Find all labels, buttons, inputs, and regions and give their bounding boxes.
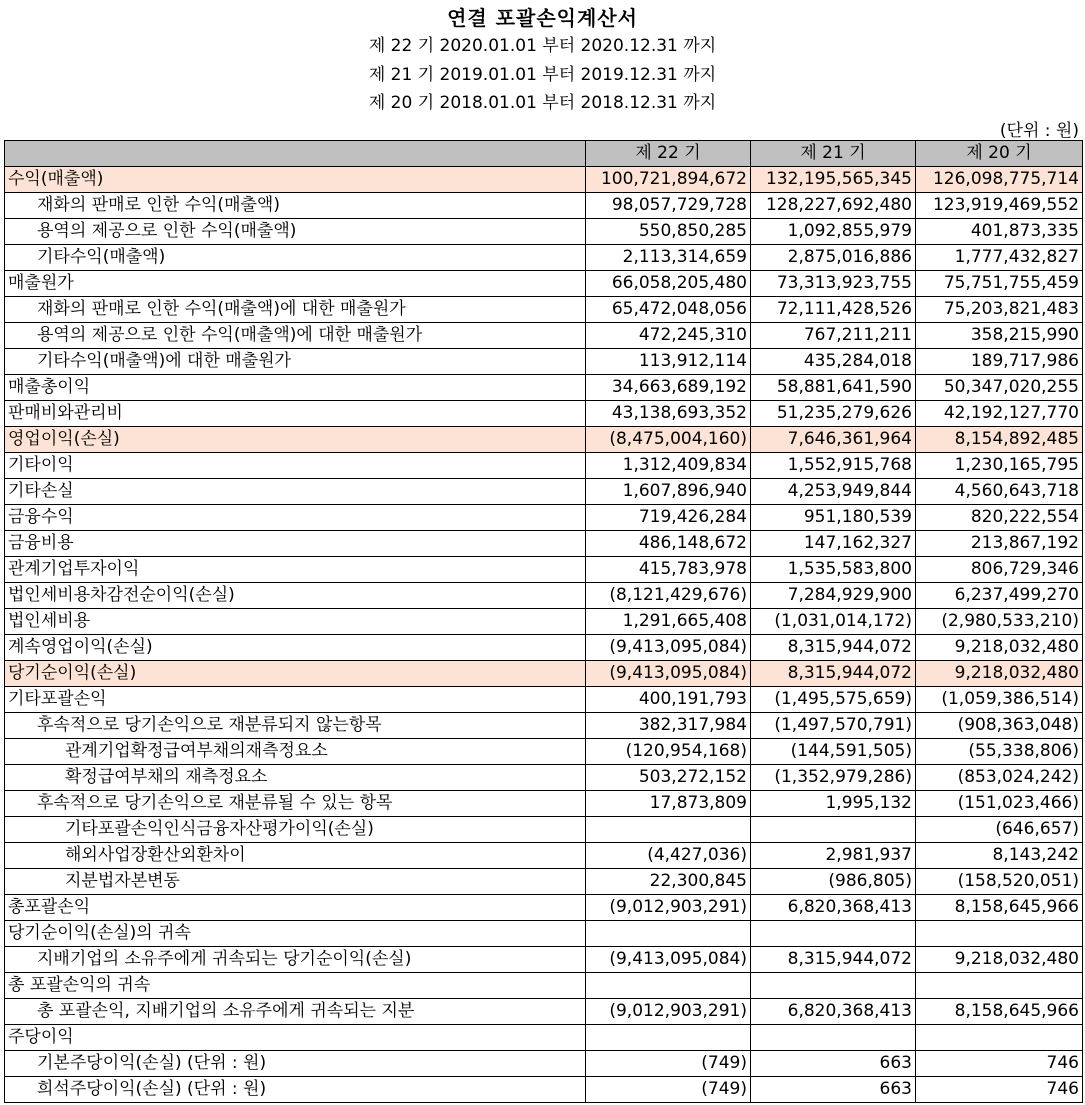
row-value: 51,235,279,626 bbox=[751, 401, 916, 427]
row-value: 100,721,894,672 bbox=[586, 167, 751, 193]
table-row bbox=[5, 297, 1083, 323]
row-label: 재화의 판매로 인한 수익(매출액) bbox=[5, 193, 586, 219]
row-value: 382,317,984 bbox=[586, 713, 751, 739]
row-value: 503,272,152 bbox=[586, 765, 751, 791]
row-value: 2,981,937 bbox=[751, 843, 916, 869]
table-row bbox=[5, 479, 1083, 505]
row-value: 951,180,539 bbox=[751, 505, 916, 531]
row-value: 1,777,432,827 bbox=[916, 245, 1083, 271]
row-value: 4,253,949,844 bbox=[751, 479, 916, 505]
table-row bbox=[5, 999, 1083, 1025]
row-value: 34,663,689,192 bbox=[586, 375, 751, 401]
row-value: 8,154,892,485 bbox=[916, 427, 1083, 453]
row-label: 재화의 판매로 인한 수익(매출액)에 대한 매출원가 bbox=[5, 297, 586, 323]
period-line: 제 20 기 2018.01.01 부터 2018.12.31 까지 bbox=[368, 93, 717, 113]
row-value: 213,867,192 bbox=[916, 531, 1083, 557]
row-value: 2,875,016,886 bbox=[751, 245, 916, 271]
row-value: 8,315,944,072 bbox=[751, 947, 916, 973]
row-value: 22,300,845 bbox=[586, 869, 751, 895]
row-value: 98,057,729,728 bbox=[586, 193, 751, 219]
row-value: (151,023,466) bbox=[916, 791, 1083, 817]
row-label: 금융수익 bbox=[5, 505, 586, 531]
row-value: 401,873,335 bbox=[916, 219, 1083, 245]
row-value bbox=[916, 973, 1083, 999]
row-value: 58,881,641,590 bbox=[751, 375, 916, 401]
table-body bbox=[5, 167, 1083, 1103]
column-header: 제 22 기 bbox=[586, 141, 751, 167]
row-value: (646,657) bbox=[916, 817, 1083, 843]
row-value: 358,215,990 bbox=[916, 323, 1083, 349]
row-value: 550,850,285 bbox=[586, 219, 751, 245]
row-value: (8,121,429,676) bbox=[586, 583, 751, 609]
row-value: 1,291,665,408 bbox=[586, 609, 751, 635]
row-value: (120,954,168) bbox=[586, 739, 751, 765]
row-value: (2,980,533,210) bbox=[916, 609, 1083, 635]
row-label: 주당이익 bbox=[5, 1025, 586, 1051]
row-value: 8,158,645,966 bbox=[916, 895, 1083, 921]
row-label: 영업이익(손실) bbox=[5, 427, 586, 453]
row-label: 판매비와관리비 bbox=[5, 401, 586, 427]
row-label: 기타포괄손익 bbox=[5, 687, 586, 713]
row-label: 금융비용 bbox=[5, 531, 586, 557]
row-value: 8,315,944,072 bbox=[751, 635, 916, 661]
row-value: 72,111,428,526 bbox=[751, 297, 916, 323]
row-value: (1,352,979,286) bbox=[751, 765, 916, 791]
row-value bbox=[751, 973, 916, 999]
row-label: 관계기업투자이익 bbox=[5, 557, 586, 583]
table-row bbox=[5, 921, 1083, 947]
row-label: 용역의 제공으로 인한 수익(매출액)에 대한 매출원가 bbox=[5, 323, 586, 349]
row-label: 총 포괄손익, 지배기업의 소유주에게 귀속되는 지분 bbox=[5, 999, 586, 1025]
row-value: 1,230,165,795 bbox=[916, 453, 1083, 479]
row-value: (9,012,903,291) bbox=[586, 895, 751, 921]
row-value bbox=[586, 921, 751, 947]
row-value bbox=[586, 1025, 751, 1051]
row-value: (158,520,051) bbox=[916, 869, 1083, 895]
row-value: 7,646,361,964 bbox=[751, 427, 916, 453]
row-value: 1,092,855,979 bbox=[751, 219, 916, 245]
row-value: 6,237,499,270 bbox=[916, 583, 1083, 609]
row-value: (4,427,036) bbox=[586, 843, 751, 869]
row-value: 8,315,944,072 bbox=[751, 661, 916, 687]
row-value bbox=[586, 973, 751, 999]
row-value: 6,820,368,413 bbox=[751, 999, 916, 1025]
table-row bbox=[5, 687, 1083, 713]
row-value: (8,475,004,160) bbox=[586, 427, 751, 453]
table-row bbox=[5, 557, 1083, 583]
row-label: 관계기업확정급여부채의재측정요소 bbox=[5, 739, 586, 765]
row-value: 42,192,127,770 bbox=[916, 401, 1083, 427]
row-label: 용역의 제공으로 인한 수익(매출액) bbox=[5, 219, 586, 245]
table-row bbox=[5, 947, 1083, 973]
row-value: (1,495,575,659) bbox=[751, 687, 916, 713]
row-label: 매출원가 bbox=[5, 271, 586, 297]
row-value: 8,158,645,966 bbox=[916, 999, 1083, 1025]
row-value bbox=[916, 1025, 1083, 1051]
table-row bbox=[5, 427, 1083, 453]
table-row bbox=[5, 531, 1083, 557]
row-value: 189,717,986 bbox=[916, 349, 1083, 375]
table-row bbox=[5, 505, 1083, 531]
row-label: 매출총이익 bbox=[5, 375, 586, 401]
row-value: (55,338,806) bbox=[916, 739, 1083, 765]
table-row bbox=[5, 323, 1083, 349]
table-row bbox=[5, 453, 1083, 479]
row-value: 1,312,409,834 bbox=[586, 453, 751, 479]
row-value: 415,783,978 bbox=[586, 557, 751, 583]
row-value: 50,347,020,255 bbox=[916, 375, 1083, 401]
row-value: (9,413,095,084) bbox=[586, 661, 751, 687]
row-value: 43,138,693,352 bbox=[586, 401, 751, 427]
unit-label: (단위 : 원) bbox=[999, 121, 1079, 141]
row-label: 지배기업의 소유주에게 귀속되는 당기순이익(손실) bbox=[5, 947, 586, 973]
row-label: 기타수익(매출액)에 대한 매출원가 bbox=[5, 349, 586, 375]
statement-title: 연결 포괄손익계산서 bbox=[447, 6, 638, 30]
row-value: 663 bbox=[751, 1051, 916, 1077]
row-value: (749) bbox=[586, 1051, 751, 1077]
table-row bbox=[5, 245, 1083, 271]
row-value: 9,218,032,480 bbox=[916, 947, 1083, 973]
row-value: (749) bbox=[586, 1077, 751, 1103]
table-row bbox=[5, 609, 1083, 635]
table-row bbox=[5, 739, 1083, 765]
row-value: 435,284,018 bbox=[751, 349, 916, 375]
row-value bbox=[586, 817, 751, 843]
row-label: 수익(매출액) bbox=[5, 167, 586, 193]
row-value: 2,113,314,659 bbox=[586, 245, 751, 271]
column-header: 제 21 기 bbox=[751, 141, 916, 167]
row-value: 128,227,692,480 bbox=[751, 193, 916, 219]
row-value: 1,607,896,940 bbox=[586, 479, 751, 505]
row-value bbox=[751, 817, 916, 843]
row-value: 4,560,643,718 bbox=[916, 479, 1083, 505]
row-label: 기타수익(매출액) bbox=[5, 245, 586, 271]
row-label: 법인세비용 bbox=[5, 609, 586, 635]
table-row bbox=[5, 167, 1083, 193]
row-value: 132,195,565,345 bbox=[751, 167, 916, 193]
table-row bbox=[5, 401, 1083, 427]
row-label: 기타이익 bbox=[5, 453, 586, 479]
row-value: (986,805) bbox=[751, 869, 916, 895]
row-value: (9,413,095,084) bbox=[586, 947, 751, 973]
row-value bbox=[751, 1025, 916, 1051]
table-row bbox=[5, 713, 1083, 739]
row-label: 확정급여부채의 재측정요소 bbox=[5, 765, 586, 791]
table-row bbox=[5, 817, 1083, 843]
row-value: 7,284,929,900 bbox=[751, 583, 916, 609]
table-row bbox=[5, 583, 1083, 609]
row-label: 기본주당이익(손실) (단위 : 원) bbox=[5, 1051, 586, 1077]
row-label: 해외사업장환산외환차이 bbox=[5, 843, 586, 869]
row-value: 472,245,310 bbox=[586, 323, 751, 349]
row-value: 9,218,032,480 bbox=[916, 661, 1083, 687]
row-value bbox=[751, 921, 916, 947]
row-label: 기타포괄손익인식금융자산평가이익(손실) bbox=[5, 817, 586, 843]
row-value: 75,751,755,459 bbox=[916, 271, 1083, 297]
row-value: 66,058,205,480 bbox=[586, 271, 751, 297]
column-header: 제 20 기 bbox=[916, 141, 1083, 167]
row-value: 746 bbox=[916, 1051, 1083, 1077]
row-value: (9,413,095,084) bbox=[586, 635, 751, 661]
table-row bbox=[5, 1051, 1083, 1077]
row-label: 당기순이익(손실) bbox=[5, 661, 586, 687]
table-row bbox=[5, 635, 1083, 661]
row-value: 820,222,554 bbox=[916, 505, 1083, 531]
table-row bbox=[5, 661, 1083, 687]
row-label: 계속영업이익(손실) bbox=[5, 635, 586, 661]
table-row bbox=[5, 1025, 1083, 1051]
table-row bbox=[5, 791, 1083, 817]
table-header-row bbox=[5, 141, 1083, 167]
column-header bbox=[5, 141, 586, 167]
row-value: (144,591,505) bbox=[751, 739, 916, 765]
row-label: 당기순이익(손실)의 귀속 bbox=[5, 921, 586, 947]
row-label: 지분법자본변동 bbox=[5, 869, 586, 895]
row-value: (1,497,570,791) bbox=[751, 713, 916, 739]
row-value: 8,143,242 bbox=[916, 843, 1083, 869]
table-row bbox=[5, 869, 1083, 895]
row-value: 663 bbox=[751, 1077, 916, 1103]
table-row bbox=[5, 765, 1083, 791]
table-row bbox=[5, 1077, 1083, 1103]
row-value: 113,912,114 bbox=[586, 349, 751, 375]
row-value: 486,148,672 bbox=[586, 531, 751, 557]
row-value: (9,012,903,291) bbox=[586, 999, 751, 1025]
row-label: 법인세비용차감전순이익(손실) bbox=[5, 583, 586, 609]
row-value: 746 bbox=[916, 1077, 1083, 1103]
row-value: 147,162,327 bbox=[751, 531, 916, 557]
row-label: 총포괄손익 bbox=[5, 895, 586, 921]
row-value: 73,313,923,755 bbox=[751, 271, 916, 297]
table-row bbox=[5, 843, 1083, 869]
row-value: 6,820,368,413 bbox=[751, 895, 916, 921]
row-value: 1,552,915,768 bbox=[751, 453, 916, 479]
row-value: (908,363,048) bbox=[916, 713, 1083, 739]
row-label: 기타손실 bbox=[5, 479, 586, 505]
table-row bbox=[5, 271, 1083, 297]
row-value: (1,059,386,514) bbox=[916, 687, 1083, 713]
row-value: 17,873,809 bbox=[586, 791, 751, 817]
period-line: 제 21 기 2019.01.01 부터 2019.12.31 까지 bbox=[368, 65, 717, 85]
income-statement-table bbox=[4, 140, 1083, 1103]
row-value: 400,191,793 bbox=[586, 687, 751, 713]
table-row bbox=[5, 895, 1083, 921]
table-row bbox=[5, 219, 1083, 245]
row-label: 희석주당이익(손실) (단위 : 원) bbox=[5, 1077, 586, 1103]
row-label: 후속적으로 당기손익으로 재분류될 수 있는 항목 bbox=[5, 791, 586, 817]
row-value: 9,218,032,480 bbox=[916, 635, 1083, 661]
table-row bbox=[5, 375, 1083, 401]
table-row bbox=[5, 193, 1083, 219]
row-value: 75,203,821,483 bbox=[916, 297, 1083, 323]
row-value: 123,919,469,552 bbox=[916, 193, 1083, 219]
row-value: 1,535,583,800 bbox=[751, 557, 916, 583]
row-value: 126,098,775,714 bbox=[916, 167, 1083, 193]
row-label: 총 포괄손익의 귀속 bbox=[5, 973, 586, 999]
table-row bbox=[5, 973, 1083, 999]
period-line: 제 22 기 2020.01.01 부터 2020.12.31 까지 bbox=[368, 36, 717, 56]
row-value bbox=[916, 921, 1083, 947]
row-value: 65,472,048,056 bbox=[586, 297, 751, 323]
row-value: 1,995,132 bbox=[751, 791, 916, 817]
row-value: 806,729,346 bbox=[916, 557, 1083, 583]
row-value: (1,031,014,172) bbox=[751, 609, 916, 635]
row-value: (853,024,242) bbox=[916, 765, 1083, 791]
row-value: 767,211,211 bbox=[751, 323, 916, 349]
table-row bbox=[5, 349, 1083, 375]
row-value: 719,426,284 bbox=[586, 505, 751, 531]
row-label: 후속적으로 당기손익으로 재분류되지 않는항목 bbox=[5, 713, 586, 739]
